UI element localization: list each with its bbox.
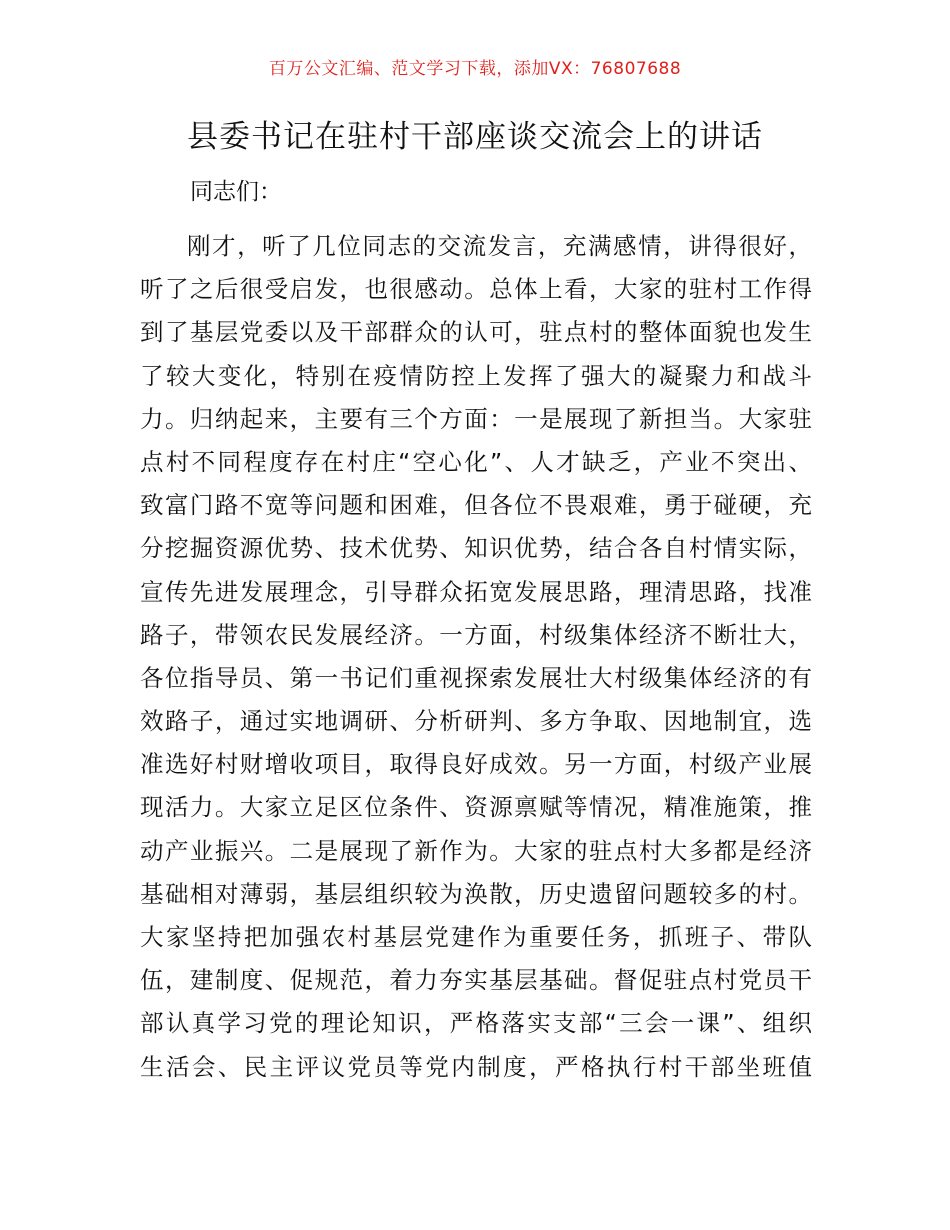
paragraph-line: 路子，带领农民发展经济。一方面，村级集体经济不断壮大， xyxy=(140,620,812,649)
paragraph-line: 伍，建制度、促规范，着力夯实基层基础。督促驻点村党员干 xyxy=(140,966,812,995)
paragraph-line: 效路子，通过实地调研、分析研判、多方争取、因地制宜，选 xyxy=(140,707,812,736)
salutation: 同志们： xyxy=(190,179,282,205)
paragraph-line: 点村不同程度存在村庄“空心化”、人才缺乏，产业不突出、 xyxy=(140,447,812,476)
paragraph-line: 宣传先进发展理念，引导群众拓宽发展思路，理清思路，找准 xyxy=(140,577,812,606)
paragraph-line: 力。归纳起来，主要有三个方面：一是展现了新担当。大家驻 xyxy=(140,404,812,433)
paragraph-line: 现活力。大家立足区位条件、资源禀赋等情况，精准施策，推 xyxy=(140,793,812,822)
paragraph-line: 动产业振兴。二是展现了新作为。大家的驻点村大多都是经济 xyxy=(140,836,812,865)
paragraph-line: 分挖掘资源优势、技术优势、知识优势，结合各自村情实际， xyxy=(140,534,812,563)
paragraph-line: 部认真学习党的理论知识，严格落实支部“三会一课”、组织 xyxy=(140,1009,812,1038)
paragraph-line: 各位指导员、第一书记们重视探索发展壮大村级集体经济的有 xyxy=(140,663,812,692)
paragraph-line: 生活会、民主评议党员等党内制度，严格执行村干部坐班值 xyxy=(140,1052,812,1081)
paragraph-line: 基础相对薄弱，基层组织较为涣散，历史遗留问题较多的村。 xyxy=(140,879,812,908)
paragraph-line: 听了之后很受启发，也很感动。总体上看，大家的驻村工作得 xyxy=(140,275,812,304)
paragraph-line: 大家坚持把加强农村基层党建作为重要任务，抓班子、带队 xyxy=(140,923,812,951)
body-paragraph xyxy=(140,225,812,1089)
paragraph-line: 刚才，听了几位同志的交流发言，充满感情，讲得很好， xyxy=(187,232,812,260)
header-watermark-note: 百万公文汇编、范文学习下载，添加VX：76807688 xyxy=(268,59,682,79)
paragraph-line: 致富门路不宽等问题和困难，但各位不畏艰难，勇于碰硬，充 xyxy=(140,491,812,520)
paragraph-line: 准选好村财增收项目，取得良好成效。另一方面，村级产业展 xyxy=(140,750,812,779)
paragraph-line: 了较大变化，特别在疫情防控上发挥了强大的凝聚力和战斗 xyxy=(140,361,812,390)
document-title: 县委书记在驻村干部座谈交流会上的讲话 xyxy=(187,119,763,155)
paragraph-line: 到了基层党委以及干部群众的认可，驻点村的整体面貌也发生 xyxy=(140,318,812,347)
